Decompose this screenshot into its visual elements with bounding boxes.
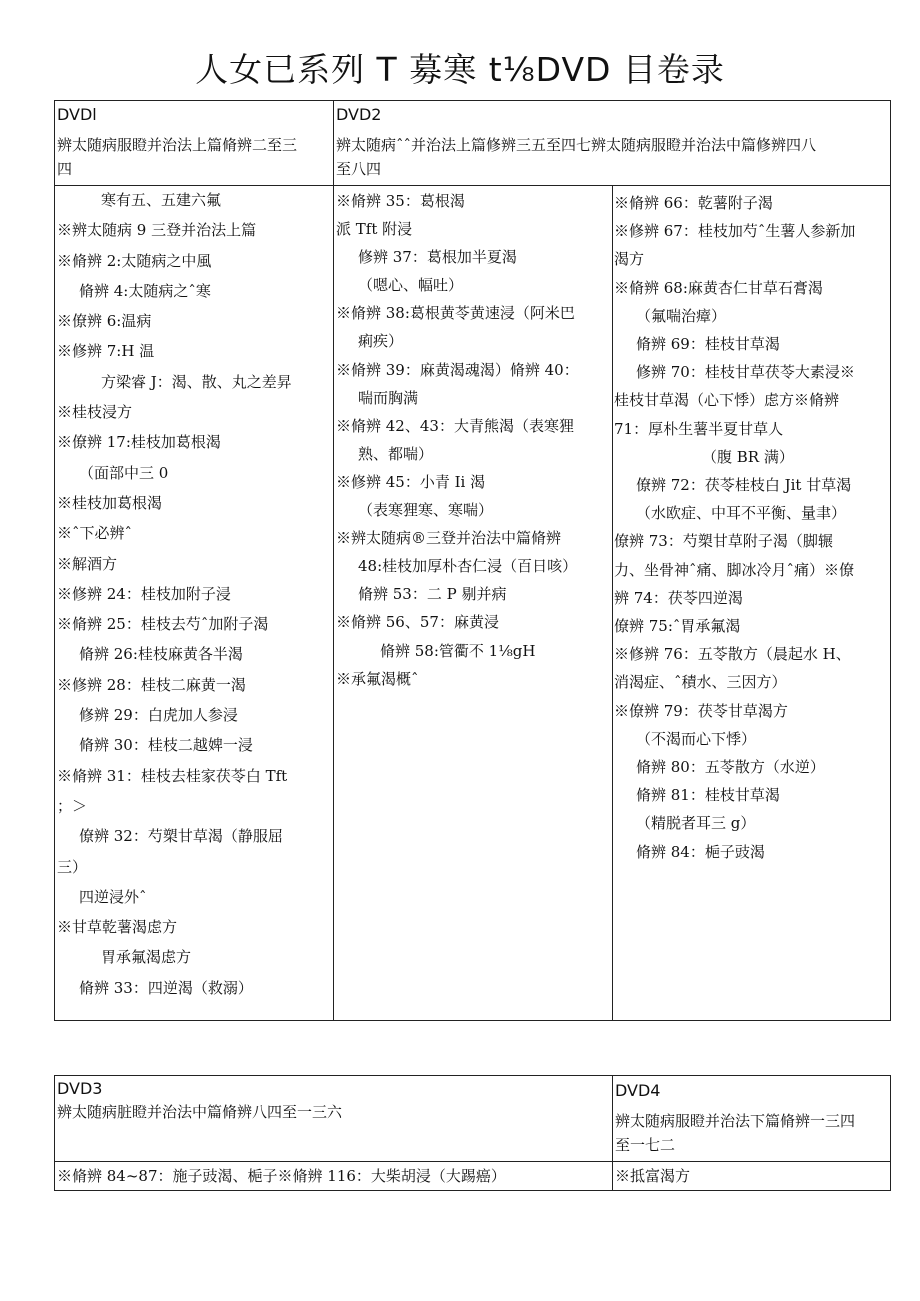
list-item: ※脩辨 42、43：大青熊渴（表寒狸	[336, 416, 574, 435]
dvd3-label: DVD3	[57, 1079, 103, 1098]
list-item: ※桂枝加葛根渴	[57, 493, 163, 512]
list-item: ※僚辨 17:桂枝加葛根渴	[57, 433, 221, 452]
list-item: 脩辨 26:桂枝麻黄各半渴	[79, 645, 243, 664]
list-item: 脩辨 58:管衢不 1⅛gH	[380, 641, 536, 660]
list-item: ※辨太随病 9 三登并治法上篇	[57, 221, 257, 240]
list-item: 脩辨 69：桂枝甘草渴	[636, 335, 780, 354]
list-item: 脩辨 81：桂枝甘草渴	[636, 786, 780, 805]
list-item: ※脩辨 68:麻黄杏仁甘草石膏渴	[614, 278, 823, 297]
dvd2-item-list	[336, 187, 610, 1021]
list-item: 辨 74：茯苓四逆渴	[614, 588, 743, 607]
dvd2-label: DVD2	[336, 105, 382, 124]
list-item: 消渴症、ˆ積水、三因方）	[614, 673, 787, 692]
dvd4-header	[615, 1076, 890, 1161]
list-item: ※修辨 28：桂枝二麻黄一渴	[57, 675, 246, 694]
list-item: ※脩辨 38:葛根黄苓黄速浸（阿米巴	[336, 304, 575, 323]
list-item: 脩辨 80：五苓散方（水逆）	[636, 758, 825, 777]
list-item: ※ˆ下必辨ˆ	[57, 524, 133, 543]
list-item: 熟、都喘）	[358, 444, 434, 463]
description-line: 四	[57, 160, 73, 178]
list-item: 胃承氟渴虑方	[101, 948, 192, 967]
dvd3-description	[57, 1100, 610, 1124]
dvd1-header	[57, 101, 331, 185]
dvd3-header	[57, 1076, 610, 1161]
list-item: 僚辨 75:ˆ胃承氟渴	[614, 617, 741, 636]
list-item: ；＞	[57, 796, 88, 815]
dvd2-description	[336, 133, 888, 181]
list-item: 三）	[57, 857, 88, 876]
list-item: ※辨太随病®三登并治法中篇脩辨	[336, 529, 562, 548]
list-item: 修辨 37：葛根加半夏渴	[358, 248, 517, 267]
list-item: 脩辨 53：二 P 剔并病	[358, 585, 507, 604]
list-item: 脩辨 84：梔子豉渴	[636, 842, 765, 861]
list-item: 修辨 70：桂枝甘草茯苓大素浸※	[636, 363, 855, 382]
list-item: 痢疾）	[358, 332, 404, 351]
description-line: 辨太随病脏瞪并治法中篇脩辨八四至一三六	[57, 1103, 343, 1121]
dvd4-label: DVD4	[615, 1081, 661, 1100]
list-item: （嗯心、幅吐）	[358, 276, 464, 295]
list-item: 寒有五、五建六氟	[101, 191, 222, 209]
list-item: （表寒狸寒、寒喘）	[358, 501, 494, 520]
list-item: （面部中三 0	[79, 463, 169, 482]
dvd4-description	[615, 1109, 890, 1157]
description-line: 辨太随病服瞪并治法下篇脩辨一三四	[615, 1112, 856, 1130]
list-item: ※脩辨 25：桂枝去芍ˆ加附子渴	[57, 615, 269, 634]
list-item: 脩辨 4:太随病之ˆ寒	[79, 281, 211, 300]
dvd1-description	[57, 133, 331, 181]
dvd2-continued-item-list	[614, 189, 890, 1021]
list-item: 喘而胸满	[358, 388, 419, 407]
dvd4-item-list	[615, 1162, 890, 1191]
list-item: ※解酒方	[57, 554, 118, 573]
list-item: ※脩辨 2:太随病之中風	[57, 251, 212, 270]
list-item: ※脩辨 66：乾薯附子渴	[614, 194, 773, 212]
description-line: 至一七二	[615, 1136, 676, 1154]
list-item: ※脩辨 35：葛根渴	[336, 192, 465, 210]
list-item: ※修辨 67：桂枝加芍ˆ生薯人参新加	[614, 222, 856, 241]
list-item: ※修辨 76：五苓散方（晨起水 H、	[614, 645, 851, 664]
list-item: ※僚辨 79：茯苓甘草渴方	[614, 701, 788, 720]
list-item: 71：厚朴生薯半夏甘草人	[614, 419, 784, 438]
list-item: ※修辨 45：小青 Ii 渴	[336, 472, 486, 491]
dvd1-label: DVDl	[57, 105, 97, 124]
list-item: ※抵富渴方	[615, 1167, 691, 1185]
list-item: ※修辨 7:H 温	[57, 342, 155, 361]
description-line: 辨太随病服瞪并治法上篇脩辨二至三	[57, 136, 298, 154]
list-item: 方梁睿 J：渴、散、丸之差昇	[101, 372, 292, 391]
list-item: 渴方	[614, 250, 645, 269]
list-item: 力、坐骨神ˆ痛、脚冰冷月ˆ痛）※僚	[614, 560, 855, 579]
list-item: 桂枝甘草渴（心下悸）虑方※脩辨	[614, 391, 840, 410]
dvd3-item-list	[57, 1162, 610, 1191]
dvd-table-2	[54, 1075, 891, 1191]
list-item: ※甘草乾薯渴虑方	[57, 918, 178, 937]
list-item: 僚辨 72：茯苓桂枝白 Jit 甘草渴	[636, 476, 852, 495]
list-item: （水欧症、中耳不平衡、量聿）	[636, 504, 847, 523]
dvd2-header	[336, 101, 888, 185]
list-item: 脩辨 33：四逆渴（救溺）	[79, 978, 253, 997]
page-title: 人女已系列 T 募寒 t⅛DVD 目卷录	[195, 50, 725, 89]
list-item: （腹 BR 满）	[702, 447, 794, 466]
list-item: ※脩辨 84~87：施子豉渴、梔子※脩辨 116：大柴胡浸（大踢癌）	[57, 1167, 506, 1185]
list-item: ※修辨 24：桂枝加附子浸	[57, 584, 231, 603]
description-line: 至八四	[336, 160, 382, 178]
list-item: 脩辨 30：桂枝二越婢一浸	[79, 736, 253, 755]
list-item: 派 Tft 附浸	[336, 220, 413, 239]
list-item: ※脩辨 56、57：麻黄浸	[336, 613, 499, 632]
list-item: 四逆浸外ˆ	[79, 887, 147, 906]
list-item: ※桂枝浸方	[57, 403, 133, 422]
list-item: ※脩辨 39：麻黄渴魂渴）脩辨 40：	[336, 360, 579, 379]
description-line: 辨太随病ˆˆ并治法上篇修辨三五至四七辨太随病服瞪并治法中篇修辨四八	[336, 136, 817, 154]
list-item: （不渴而心下悸）	[636, 729, 757, 748]
list-item: ※脩辨 31：桂枝去桂家茯苓白 Tft	[57, 766, 288, 785]
list-item: ※承氟渴概ˆ	[336, 669, 419, 688]
list-item: ※僚辨 6:温病	[57, 312, 152, 331]
list-item: 修辨 29：白虎加人参浸	[79, 706, 238, 725]
dvd1-item-list	[57, 185, 331, 1021]
list-item: 48:桂枝加厚朴杏仁浸（百日咳）	[358, 557, 578, 576]
list-item: （氟喘治瘴）	[636, 306, 727, 325]
list-item: （精脱者耳三 g）	[636, 814, 756, 833]
list-item: 僚辨 73：芍槊甘草附子渴（脚辗	[614, 532, 833, 551]
list-item: 僚辨 32：芍槊甘草渴（静服屈	[79, 827, 283, 846]
dvd-table-1	[54, 100, 891, 1021]
